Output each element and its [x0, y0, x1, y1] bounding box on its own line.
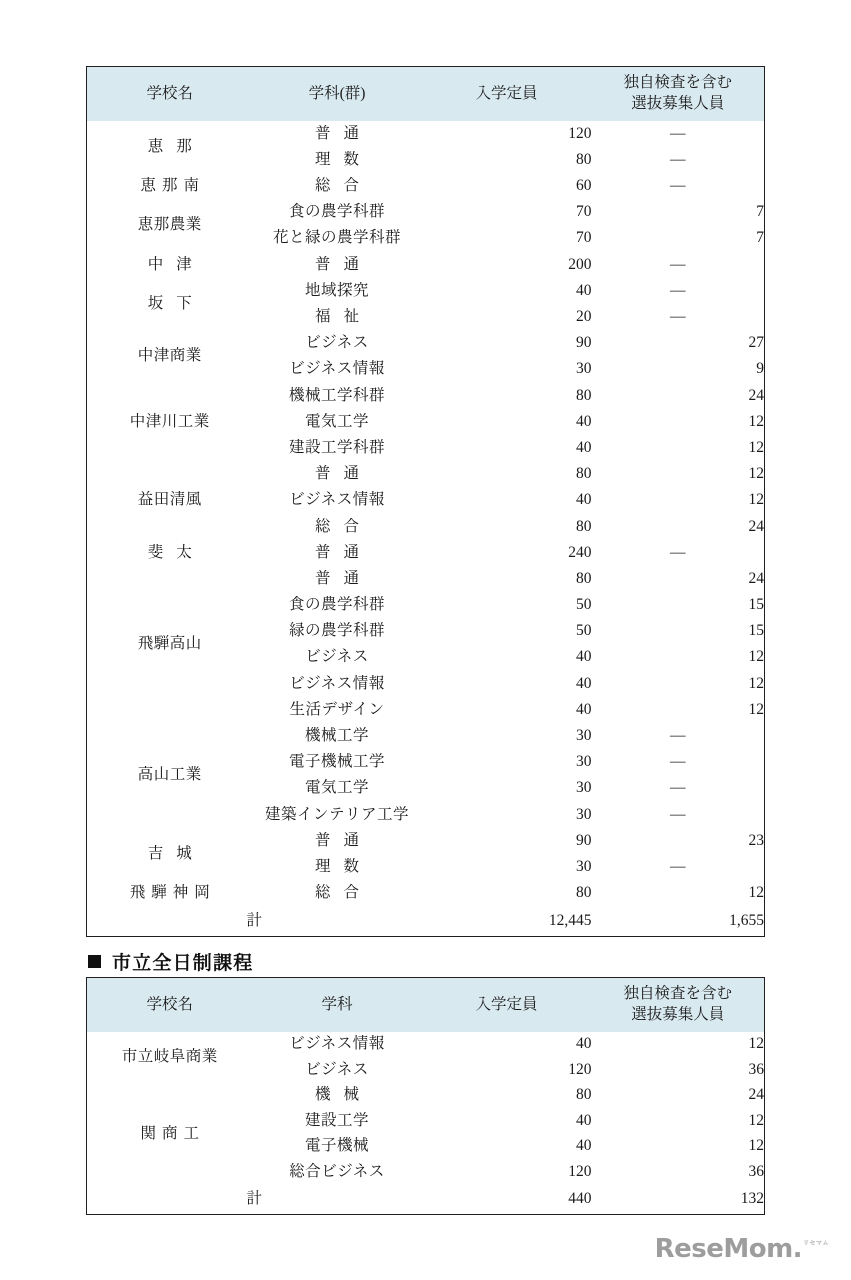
quota-cell: 120: [568, 1060, 592, 1078]
quota-cell: 80: [576, 517, 592, 535]
total-row: [87, 1185, 765, 1215]
table-row: [87, 540, 765, 566]
department-text: ビジネス情報: [289, 491, 385, 509]
table-row: [87, 121, 765, 147]
quota-cell: 40: [576, 700, 592, 718]
school-name-text: 市立岐阜商業: [121, 1048, 218, 1066]
selection-quota-cell: 12: [748, 648, 764, 666]
table-row: [87, 461, 765, 487]
department-cell: [253, 356, 422, 382]
school-name-cell: [87, 1032, 253, 1083]
school-name-text: 中津商業: [137, 347, 202, 365]
quota-cell: 70: [576, 229, 592, 247]
quota-cell: 70: [576, 203, 592, 221]
resemom-watermark: [655, 1234, 829, 1264]
selection-quota-cell: —: [670, 753, 686, 771]
department-cell: [253, 1032, 422, 1058]
quota-cell: 50: [576, 622, 592, 640]
school-name-text: 中津: [147, 255, 205, 273]
school-name-text: 恵那農業: [137, 216, 202, 234]
col-header-selection-2: [592, 978, 765, 1032]
department-cell: [253, 749, 422, 775]
school-name-text: 斐太: [147, 543, 205, 561]
total-row: [87, 906, 765, 936]
total-selection-cell: 132: [740, 1190, 764, 1208]
department-text: 電気工学: [304, 779, 369, 797]
selection-quota-cell: 24: [748, 569, 764, 587]
department-text: 総合: [314, 884, 372, 902]
quota-cell: 80: [576, 884, 592, 902]
department-cell: [253, 723, 422, 749]
department-cell: [253, 566, 422, 592]
quota-cell: 40: [576, 1111, 592, 1129]
selection-quota-cell: 12: [748, 491, 764, 509]
department-cell: [253, 225, 422, 251]
selection-quota-cell: —: [670, 857, 686, 875]
table1-header-row: [87, 67, 765, 121]
department-cell: [253, 513, 422, 539]
table-row: [87, 1083, 765, 1109]
department-text: 総合ビジネス: [289, 1162, 385, 1180]
table-row: [87, 1032, 765, 1058]
department-text: 総合: [314, 517, 372, 535]
quota-cell: 40: [576, 648, 592, 666]
school-name-text: 関商工: [140, 1124, 205, 1142]
table-row: [87, 880, 765, 906]
department-text: 食の農学科群: [288, 596, 385, 614]
department-text: 普通: [314, 831, 372, 849]
selection-quota-cell: 24: [748, 386, 764, 404]
department-text: ビジネス: [305, 1060, 369, 1078]
department-cell: [253, 278, 422, 304]
selection-quota-cell: 15: [748, 622, 764, 640]
school-name-cell: [87, 566, 253, 723]
department-cell: [253, 670, 422, 696]
school-name-text: 中津川工業: [129, 412, 210, 430]
department-cell: [253, 697, 422, 723]
quota-cell: 30: [576, 753, 592, 771]
quota-cell: 30: [576, 805, 592, 823]
table-row: [87, 278, 765, 304]
department-cell: [253, 854, 422, 880]
quota-cell: 120: [568, 1162, 592, 1180]
school-name-cell: [87, 173, 253, 199]
col-header-selection-line1: 独自検査を含む: [623, 74, 732, 92]
quota-cell: 50: [576, 596, 592, 614]
total-quota-cell: 12,445: [548, 912, 592, 930]
department-cell: [253, 1159, 422, 1185]
selection-quota-cell: —: [670, 805, 686, 823]
school-name-text: 恵那: [147, 137, 205, 155]
department-cell: [253, 304, 422, 330]
school-name-cell: [87, 461, 253, 540]
selection-quota-cell: —: [670, 255, 686, 273]
col-header-department: 学科(群): [253, 67, 422, 121]
school-name-cell: [87, 251, 253, 277]
total-quota-cell: 440: [568, 1190, 592, 1208]
col-header-selection: [592, 67, 765, 121]
selection-quota-cell: —: [670, 308, 686, 325]
school-name-cell: [87, 278, 253, 330]
table-row: [87, 330, 765, 356]
department-cell: [253, 121, 422, 147]
watermark-ruby: リセマム: [803, 1240, 829, 1247]
department-text: ビジネス情報: [289, 360, 385, 378]
school-name-text: 坂下: [147, 294, 205, 312]
watermark-text: ReseMom.: [654, 1234, 803, 1264]
municipal-table-wrapper: [86, 977, 765, 1215]
department-text: 普通: [314, 124, 372, 142]
col-header-department-2: 学科: [253, 978, 422, 1032]
quota-cell: 30: [576, 857, 592, 875]
table1-header: [87, 67, 765, 121]
table1-body: [87, 121, 765, 937]
total-label-cell: 計: [246, 1190, 262, 1208]
school-name-cell: [87, 382, 253, 461]
selection-quota-cell: 12: [748, 1035, 764, 1053]
quota-cell: 120: [568, 124, 592, 142]
department-cell: [253, 618, 422, 644]
table-row: [87, 173, 765, 199]
selection-quota-cell: —: [670, 124, 686, 142]
school-name-cell: [87, 199, 253, 251]
department-cell: [253, 1057, 422, 1083]
quota-cell: 80: [576, 150, 592, 168]
school-name-text: 飛騨神岡: [129, 884, 216, 902]
school-name-cell: [87, 330, 253, 382]
selection-quota-cell: 12: [748, 700, 764, 718]
department-text: 普通: [314, 569, 372, 587]
department-cell: [253, 330, 422, 356]
quota-cell: 40: [576, 438, 592, 456]
selection-quota-cell: 12: [748, 412, 764, 430]
quota-cell: 80: [576, 1086, 592, 1104]
selection-quota-cell: 24: [748, 517, 764, 535]
quota-cell: 40: [576, 412, 592, 430]
department-cell: [253, 775, 422, 801]
selection-quota-cell: —: [670, 177, 686, 195]
quota-cell: 40: [576, 674, 592, 692]
quota-cell: 80: [576, 569, 592, 587]
selection-quota-cell: 36: [748, 1060, 764, 1078]
department-cell: [253, 435, 422, 461]
department-text: 理数: [314, 150, 372, 168]
quota-cell: 90: [576, 831, 592, 849]
quota-cell: 30: [576, 779, 592, 797]
quota-cell: 30: [576, 360, 592, 378]
department-cell: [253, 540, 422, 566]
department-text: 建設工学: [304, 1111, 369, 1129]
selection-quota-cell: 36: [748, 1162, 764, 1180]
department-text: 機械工学: [304, 727, 369, 744]
col-header-selection-line2: 選抜募集人員: [631, 94, 725, 112]
quota-cell: 80: [576, 465, 592, 483]
selection-quota-cell: —: [670, 281, 686, 299]
table-row: [87, 828, 765, 854]
selection-quota-cell: —: [670, 779, 686, 797]
school-name-cell: [87, 880, 253, 906]
department-text: ビジネス: [305, 334, 369, 352]
department-text: 花と緑の農学科群: [272, 229, 401, 247]
section-heading-text: 市立全日制課程: [112, 952, 254, 974]
quota-cell: 60: [576, 177, 592, 195]
selection-quota-cell: 27: [748, 334, 764, 352]
col-header-quota-2: 入学定員: [422, 978, 592, 1032]
school-name-text: 飛騨高山: [137, 635, 202, 653]
department-text: ビジネス情報: [289, 1035, 385, 1053]
school-name-cell: [87, 540, 253, 566]
selection-quota-cell: —: [670, 150, 686, 168]
quota-cell: 20: [576, 308, 592, 325]
table-row: [87, 723, 765, 749]
department-cell: [253, 251, 422, 277]
department-text: 機械工学科群: [288, 386, 385, 404]
department-text: 建築インテリア工学: [264, 805, 409, 823]
department-text: 建設工学科群: [288, 438, 385, 456]
selection-quota-cell: 12: [748, 674, 764, 692]
col-header-school-2: 学校名: [87, 978, 253, 1032]
department-text: 緑の農学科群: [288, 622, 385, 640]
table-row: [87, 251, 765, 277]
selection-quota-cell: —: [670, 543, 686, 561]
department-text: ビジネス情報: [289, 674, 385, 692]
section-heading-municipal: [88, 948, 253, 975]
selection-quota-cell: 12: [748, 1137, 764, 1155]
department-cell: [253, 644, 422, 670]
department-cell: [253, 409, 422, 435]
department-text: 福祉: [314, 308, 372, 325]
department-text: 総合: [314, 177, 372, 195]
department-cell: [253, 382, 422, 408]
department-text: 地域探究: [304, 281, 369, 299]
department-text: 電子機械: [304, 1137, 369, 1155]
table-row: [87, 566, 765, 592]
department-cell: [253, 461, 422, 487]
department-cell: [253, 147, 422, 173]
department-cell: [253, 828, 422, 854]
selection-quota-cell: 23: [748, 831, 764, 849]
department-text: 機械: [314, 1086, 372, 1104]
square-marker-icon: [88, 955, 101, 968]
prefectural-table-wrapper: [86, 66, 765, 937]
department-cell: [253, 199, 422, 225]
municipal-fulltime-table: [86, 977, 765, 1215]
department-cell: [253, 592, 422, 618]
table2-header-row: [87, 978, 765, 1032]
total-label-cell: 計: [246, 912, 262, 930]
department-cell: [253, 1134, 422, 1160]
selection-quota-cell: 15: [748, 596, 764, 614]
department-text: 生活デザイン: [289, 700, 385, 718]
selection-quota-cell: 24: [748, 1086, 764, 1104]
selection-quota-cell: 12: [748, 438, 764, 456]
selection-quota-cell: —: [670, 727, 686, 744]
table2-header: [87, 978, 765, 1032]
quota-cell: 200: [568, 255, 592, 273]
selection-quota-cell: 7: [756, 203, 764, 221]
table-row: [87, 382, 765, 408]
department-text: 普通: [314, 543, 372, 561]
school-name-text: 吉城: [147, 844, 205, 862]
selection-quota-cell: 7: [756, 229, 764, 247]
quota-cell: 30: [576, 727, 592, 744]
selection-quota-cell: 12: [748, 884, 764, 902]
col-header-selection-2-line1: 独自検査を含む: [623, 985, 732, 1003]
selection-quota-cell: 12: [748, 465, 764, 483]
department-text: ビジネス: [305, 648, 369, 666]
col-header-selection-2-line2: 選抜募集人員: [631, 1005, 725, 1023]
quota-cell: 40: [576, 281, 592, 299]
selection-quota-cell: 12: [748, 1111, 764, 1129]
department-text: 電気工学: [304, 412, 369, 430]
school-name-cell: [87, 1083, 253, 1185]
department-text: 普通: [314, 255, 372, 273]
school-name-text: 恵那南: [140, 177, 205, 195]
quota-cell: 80: [576, 386, 592, 404]
quota-cell: 240: [568, 543, 592, 561]
department-cell: [253, 487, 422, 513]
school-name-cell: [87, 723, 253, 828]
total-selection-cell: 1,655: [729, 912, 764, 930]
department-text: 理数: [314, 857, 372, 875]
department-cell: [253, 880, 422, 906]
quota-cell: 90: [576, 334, 592, 352]
school-name-text: 益田清風: [137, 491, 202, 509]
col-header-school: 学校名: [87, 67, 253, 121]
school-name-cell: [87, 828, 253, 880]
table-row: [87, 199, 765, 225]
department-cell: [253, 173, 422, 199]
department-cell: [253, 1083, 422, 1109]
department-cell: [253, 801, 422, 827]
department-text: 食の農学科群: [288, 203, 385, 221]
quota-cell: 40: [576, 1035, 592, 1053]
school-name-cell: [87, 121, 253, 173]
quota-cell: 40: [576, 491, 592, 509]
department-text: 普通: [314, 465, 372, 483]
col-header-quota: 入学定員: [422, 67, 592, 121]
department-cell: [253, 1108, 422, 1134]
prefectural-fulltime-table: [86, 66, 765, 937]
school-name-text: 高山工業: [137, 766, 202, 784]
selection-quota-cell: 9: [756, 360, 764, 378]
table2-body: [87, 1032, 765, 1215]
department-text: 電子機械工学: [288, 753, 385, 771]
quota-cell: 40: [576, 1137, 592, 1155]
